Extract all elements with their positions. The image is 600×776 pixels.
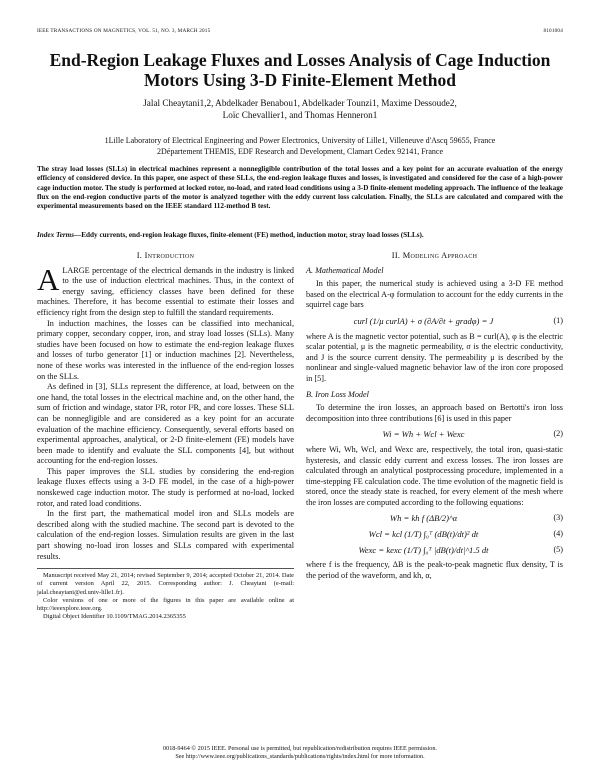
section-modeling-heading: II. Modeling Approach: [391, 251, 478, 260]
subsection-b-heading: B. Iron Loss Model: [306, 389, 369, 399]
intro-lead-word: LARGE: [62, 265, 90, 275]
equation-5: [306, 545, 563, 556]
paper-title: End-Region Leakage Fluxes and Losses Analysis of Cage Induction Motors Using 3-D Finite-Element Method: [49, 50, 551, 90]
equation-4-number: (4): [553, 529, 563, 539]
footer-line-1: 0018-9464 © 2015 IEEE. Personal use is permitted, but republication/redistribution requires IEEE permission.: [163, 745, 437, 752]
intro-paragraph-2: In induction machines, the losses can be classified into mechanical, primary copper, secondary copper, iron, and stray load losses (SLLs). Many studies have been focused on how to estimate the end-region leakage fluxes and losses of turbo generator [1] or induction machines [2]. Nevertheless, none of these works was interested in the influence of the end-region losses on the SLLs.: [37, 318, 294, 381]
footnote-color: Color versions of one or more of the figures in this paper are available online at http://ieeexplore.ieee.org.: [37, 596, 294, 613]
modeling-paragraph-1: In this paper, the numerical study is achieved using a 3-D FE method based on the electrical A-φ formulation to account for the eddy currents in the squirrel cage bars: [306, 279, 563, 310]
index-terms-label: Index Terms—: [37, 231, 82, 239]
equation-3-number: (3): [553, 513, 563, 523]
footnote-manuscript: Manuscript received May 21, 2014; revised September 9, 2014; accepted October 21, 2014. Date of current version April 22, 2015. Corresponding author: J. Cheaytani (e-mail: jalal.cheaytani@ed.univ-lille1.fr).: [37, 572, 294, 596]
affiliations: [40, 136, 560, 157]
equation-2-body: Wi = Wh + Wcl + Wexc: [382, 429, 465, 440]
equation-2-number: (2): [553, 429, 563, 439]
equation-3-body: Wh = kh f (ΔB/2)^α: [389, 513, 458, 524]
equation-5-number: (5): [553, 544, 563, 554]
index-terms-text: Eddy currents, end-region leakage fluxes, finite-element (FE) method, induction motor, stray load losses (SLLs).: [81, 231, 424, 239]
equation-3: [306, 513, 563, 524]
equation-5-body: Wexc = kexc (1/T) ∫₀ᵀ |dB(t)/dt|^1.5 dt: [358, 544, 489, 555]
drop-cap: A: [37, 261, 60, 297]
equation-4: [306, 529, 563, 540]
intro-paragraph-3: As defined in [3], SLLs represent the difference, at load, between on the one hand, the total losses in the electrical machine and, on the other hand, the sum of friction and windage, stator I²R, rotor I²R, and core losses. These SLL can be nonnegligible and are considered as a key point for an accurate evaluation of the machine efficiency. Consequently, several efforts based on experimental approaches, analytical, or 2-D finite-element (FE) models have been made to identify and evaluate the SLL components [4], but without accounting for the end-region losses.: [37, 382, 294, 466]
intro-p1-text: percentage of the electrical demands in the industry is linked to the use of induction electrical machines. Thus, in the context of energy saving, efficiency classes have been defined for these machines. Therefore, it has become essential to estimate their losses and efficiency right from the design step to fulfill the standard requirements.: [37, 265, 295, 317]
intro-paragraph-1: [37, 261, 295, 319]
equation-1-body: curl (1/μ curlA) + σ (∂A/∂t + gradφ) = J: [353, 315, 494, 326]
footnote-doi: Digital Object Identifier 10.1109/TMAG.2014.2365355: [43, 613, 186, 621]
copyright-footer: [40, 745, 560, 761]
intro-paragraph-5: In the first part, the mathematical model iron and SLLs models are described along with the studied machine. The second part is devoted to the calculation of the end-region losses. Simulation results are given in the last part showing no-load iron losses and SLLs compared with experimental results.: [37, 509, 294, 561]
footer-line-2: See http://www.ieee.org/publications_standards/publications/rights/index.html for more information.: [175, 753, 425, 760]
author-list: [40, 97, 560, 121]
right-column: [306, 251, 563, 581]
iron-loss-paragraph-1: To determine the iron losses, an approach based on Bertotti's iron loss decomposition into three contributions [6] is used in this paper: [306, 403, 563, 423]
left-column: [37, 251, 294, 621]
iron-loss-paragraph-3: where f is the frequency, ΔB is the peak-to-peak magnetic flux density, T is the period of the waveform, and kh, α,: [306, 560, 563, 580]
abstract: The stray load losses (SLLs) in electrical machines represent a nonnegligible contribution of the total losses and a key point for an accurate evaluation of the energy efficiency of considered device. In this paper, one aspect of these SLLs, the end-region leakage fluxes and losses, is investigated and considered for the case of a high-power cage induction motor. The study is performed at locked rotor, no-load, and rated load conditions using a 3-D finite-element modeling approach. The influence of the leakage flux on the end-region conductive parts of the motor is analyzed together with the eddy current loss calculation. Finally, the SLLs are calculated and compared with the experimental measurements based on the IEEE standard 112-method B test.: [37, 165, 563, 211]
iron-loss-paragraph-2: where Wi, Wh, Wcl, and Wexc are, respectively, the total iron, quasi-static hysteresis, and classic eddy current and excess losses. The iron losses are calculated through an analytical postprocessing procedure, implemented in a time-stepping FE calculation code. The time evolution of the magnetic field is stored, once the steady state is reached, for every element of the mesh where the iron losses are computed according to the following equations:: [306, 444, 563, 507]
equation-1: [306, 316, 563, 327]
affiliation-2: 2Département THEMIS, EDF Research and Development, Clamart Cedex 92141, France: [157, 146, 443, 156]
intro-paragraph-4: This paper improves the SLL studies by considering the end-region leakage fluxes effects using a 3-D FE model, in the case of a high-power nonskewed cage induction motor. The study is performed at no-load, locked rotor, and rated load conditions.: [37, 466, 294, 508]
equation-4-body: Wcl = kcl (1/T) ∫₀ᵀ (dB(t)/dt)² dt: [368, 529, 479, 540]
article-number: 8101004: [543, 28, 563, 34]
journal-header: IEEE TRANSACTIONS ON MAGNETICS, VOL. 51, NO. 3, MARCH 2015: [37, 28, 211, 34]
equation-2: [306, 429, 563, 440]
subsection-a-heading: A. Mathematical Model: [306, 265, 384, 275]
index-terms: [37, 231, 563, 240]
authors-line-1: Jalal Cheaytani1,2, Abdelkader Benabou1, Abdelkader Tounzi1, Maxime Dessoude2,: [143, 98, 457, 108]
equation-1-number: (1): [553, 315, 563, 325]
affiliation-1: 1Lille Laboratory of Electrical Engineering and Power Electronics, University of Lille1, Villeneuve d'Ascq 59655, France: [104, 136, 496, 145]
modeling-paragraph-2: where A is the magnetic vector potential, such as B = curl(A), φ is the electric scalar potential, μ is the magnetic permeability, σ is the electric conductivity, and J is the source current density. The permeability μ is described by the nonlinear and single-valued magnetic behavior law of the iron core proposed in [5].: [306, 331, 563, 383]
authors-line-2: Loïc Chevallier1, and Thomas Henneron1: [222, 110, 378, 120]
footnotes: [37, 568, 294, 621]
section-introduction-heading: I. Introduction: [136, 251, 195, 260]
